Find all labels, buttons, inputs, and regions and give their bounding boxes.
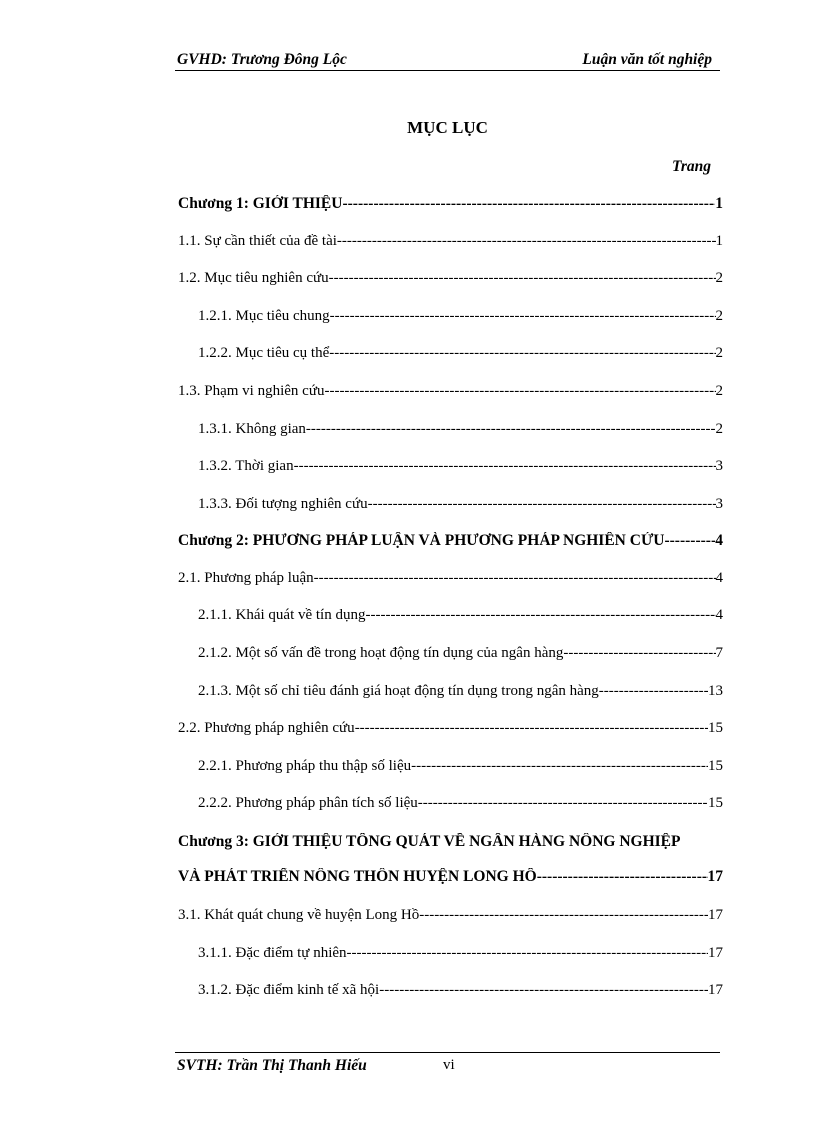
toc-entry[interactable]: 2.2. Phương pháp nghiên cứu ----- 15 — [178, 720, 723, 737]
toc-entry-chapter-2[interactable]: Chương 2: PHƯƠNG PHÁP LUẬN VÀ PHƯƠNG PHÁP NGHIÊN CỨU ----- 4 — [178, 532, 723, 550]
footer-student: SVTH: Trần Thị Thanh Hiếu — [177, 1057, 367, 1074]
toc-entry[interactable]: 2.1.2. Một số vấn đề trong hoạt động tín dụng của ngân hàng ----- 7 — [198, 645, 723, 662]
toc-entry[interactable]: 2.1. Phương pháp luận ----- 4 — [178, 570, 723, 587]
toc-entry[interactable]: 1.1. Sự cần thiết của đề tài ----- 1 — [178, 233, 723, 250]
toc-entry[interactable]: 2.1.1. Khái quát về tín dụng ----- 4 — [198, 607, 723, 624]
toc-entry[interactable]: 2.2.2. Phương pháp phân tích số liệu ----- 15 — [198, 795, 723, 812]
toc-entry[interactable]: 2.1.3. Một số chỉ tiêu đánh giá hoạt động tín dụng trong ngân hàng ----- 13 — [198, 683, 723, 700]
page-column-label: Trang — [671, 158, 711, 175]
toc-entry[interactable]: 1.2. Mục tiêu nghiên cứu ----- 2 — [178, 270, 723, 287]
toc-entry[interactable]: 1.2.2. Mục tiêu cụ thể ----- 2 — [198, 345, 723, 362]
toc-entry-chapter-1[interactable]: Chương 1: GIỚI THIỆU ----- 1 — [178, 195, 723, 213]
toc-entry[interactable]: 1.3.2. Thời gian ----- 3 — [198, 458, 723, 475]
toc-entry[interactable]: 3.1.2. Đặc điểm kinh tế xã hội ----- 17 — [198, 982, 723, 999]
toc-title: MỤC LỤC — [407, 118, 488, 137]
toc-entry[interactable]: 3.1. Khát quát chung về huyện Long Hồ ----- 17 — [178, 907, 723, 924]
toc-entry-chapter-3[interactable]: VÀ PHÁT TRIỂN NÔNG THÔN HUYỆN LONG HỒ ----- 17 — [178, 868, 723, 886]
toc-entry[interactable]: 1.2.1. Mục tiêu chung ----- 2 — [198, 308, 723, 325]
footer-page-number: vi — [443, 1057, 455, 1073]
toc-entry[interactable]: 1.3. Phạm vi nghiên cứu ----- 2 — [178, 383, 723, 400]
page-header — [175, 50, 720, 71]
toc-entry[interactable]: 1.3.1. Không gian ----- 2 — [198, 421, 723, 438]
toc-entry[interactable]: 3.1.1. Đặc điểm tự nhiên ----- 17 — [198, 945, 723, 962]
toc-entry[interactable]: 2.2.1. Phương pháp thu thập số liệu ----- 15 — [198, 758, 723, 775]
page-footer — [175, 1052, 720, 1083]
toc-entry[interactable]: 1.3.3. Đối tượng nghiên cứu ----- 3 — [198, 496, 723, 513]
header-doc-type: Luận văn tốt nghiệp — [582, 51, 712, 68]
header-advisor: GVHD: Trương Đông Lộc — [177, 51, 347, 68]
toc-entry-chapter-3-line1[interactable]: Chương 3: GIỚI THIỆU TỔNG QUÁT VỀ NGÂN HÀNG NÔNG NGHIỆP — [178, 833, 681, 850]
